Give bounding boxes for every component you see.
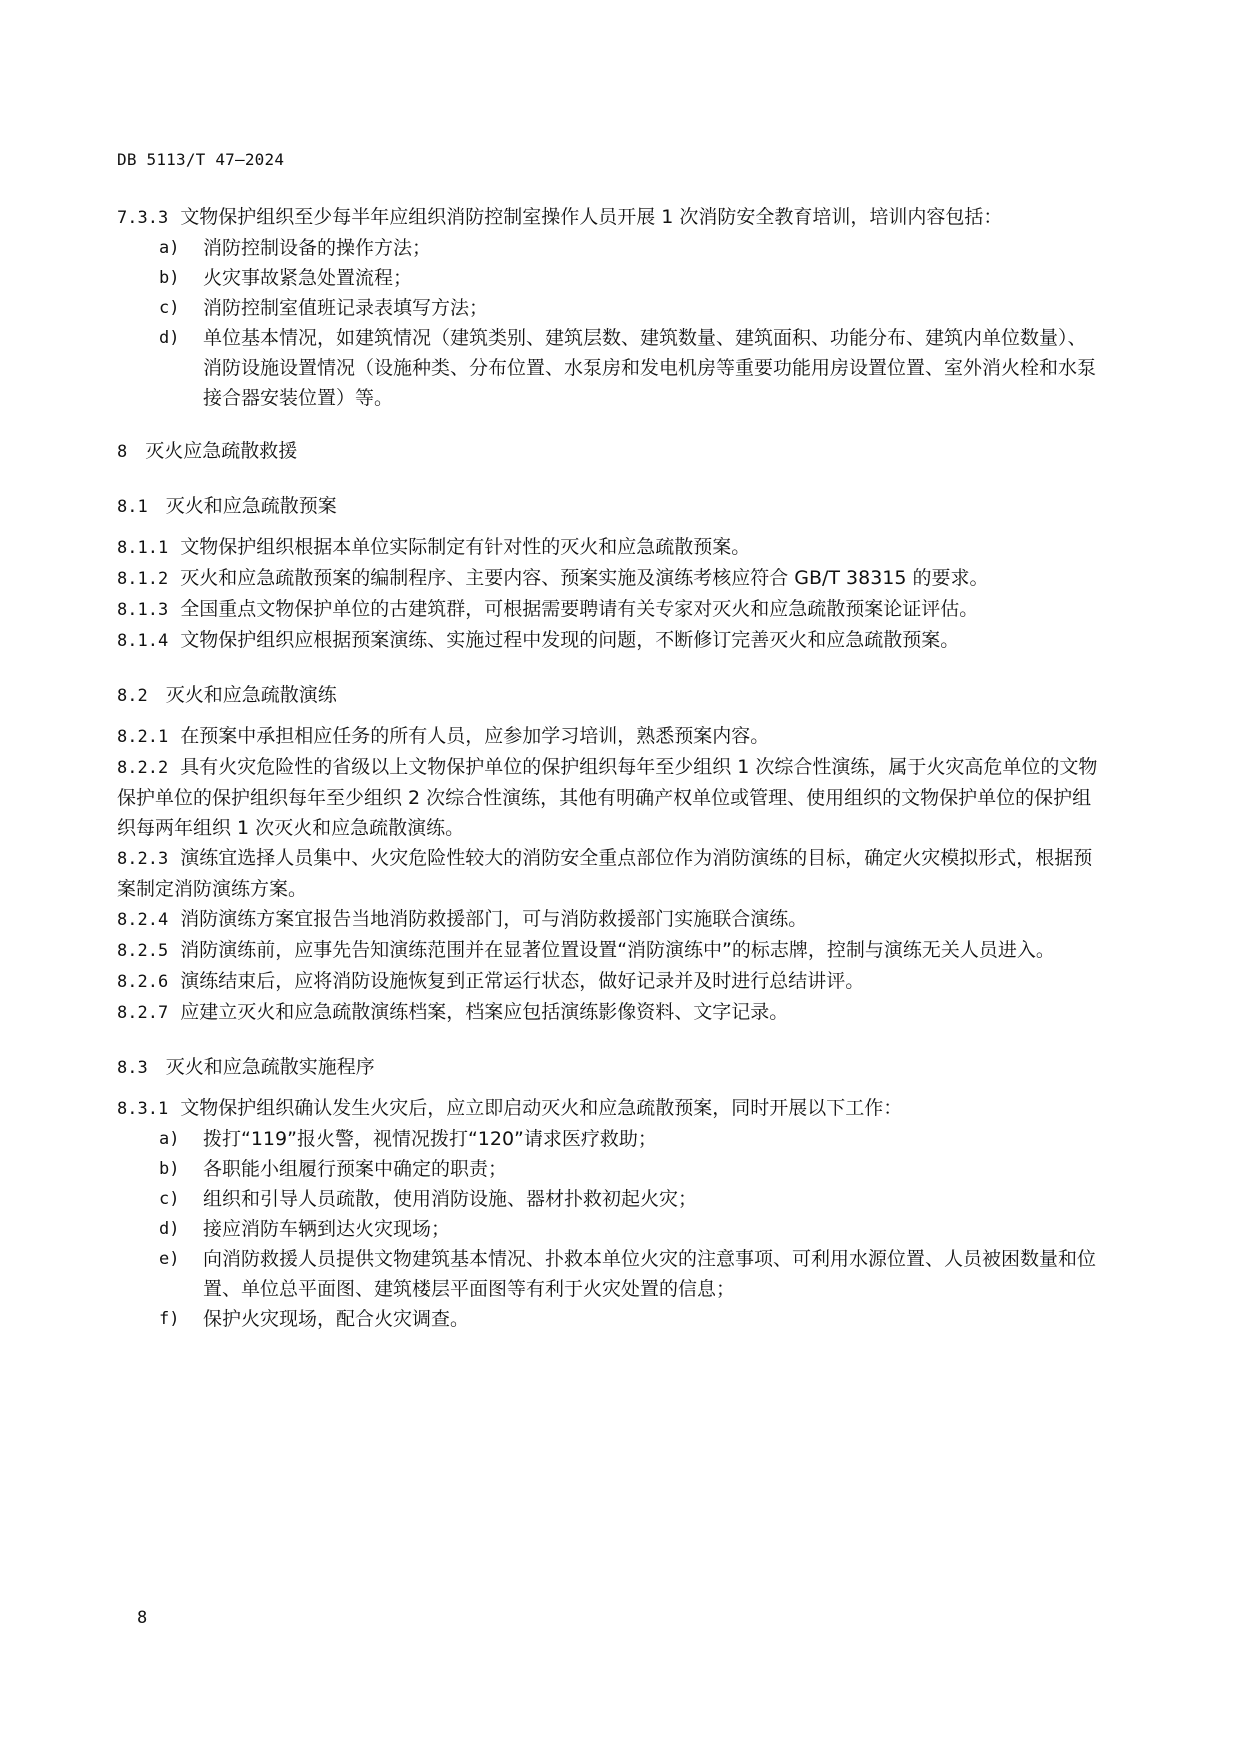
clause-8-3-1 [117,1093,1103,1124]
list-item-text: 消防控制设备的操作方法； [203,237,432,259]
clause-8-1-1 [117,532,1103,563]
list-item-text: 各职能小组履行预案中确定的职责； [203,1158,508,1180]
clause-text: 应建立灭火和应急疏散演练档案，档案应包括演练影像资料、文字记录。 [180,1001,789,1023]
clause-8-1-3 [117,594,1103,625]
list-item [117,263,1103,293]
clause-number: 8.2.2 [117,758,169,778]
clause-number: 8.2.1 [117,727,169,747]
clause-text: 在预案中承担相应任务的所有人员，应参加学习培训，熟悉预案内容。 [180,725,770,747]
clause-text: 全国重点文物保护单位的古建筑群，可根据需要聘请有关专家对灭火和应急疏散预案论证评估。 [180,598,979,620]
document-body [117,202,1103,1334]
clause-number: 8.1.2 [117,569,169,589]
clause-text: 灭火和应急疏散预案的编制程序、主要内容、预案实施及演练考核应符合 GB/T 38315 的要求。 [180,567,989,589]
clause-number: 8.1.1 [117,538,169,558]
clause-text: 文物保护组织应根据预案演练、实施过程中发现的问题，不断修订完善灭火和应急疏散预案。 [180,629,960,651]
clause-8-2-3 [117,843,1103,904]
list-marker: a) [159,238,180,258]
list-item [117,1124,1103,1154]
list-item-text: 组织和引导人员疏散，使用消防设施、器材扑救初起火灾； [203,1188,698,1210]
list-item [117,1154,1103,1184]
list-item-text: 消防控制室值班记录表填写方法； [203,297,489,319]
section-title: 灭火和应急疏散实施程序 [165,1056,375,1078]
clause-number: 8.2.6 [117,972,169,992]
clause-number: 8.3.1 [117,1099,169,1119]
clause-number: 8.1.4 [117,631,169,651]
clause-number: 7.3.3 [117,208,169,228]
page-number: 8 [137,1608,148,1628]
list-item [117,1244,1103,1304]
clause-number: 8.2.4 [117,910,169,930]
clause-text: 具有火灾危险性的省级以上文物保护单位的保护组织每年至少组织 1 次综合性演练，属于火灾高危单位的文物保护单位的保护组织每年至少组织 2 次综合性演练，其他有明确产权单位或管理、使用组织的文物保护单位的保护组织每两年组织 1 次灭火和应急疏散演练。 [117,756,1098,839]
section-number: 8.1 [117,497,148,517]
list-item [117,1184,1103,1214]
list-item-text: 拨打“119”报火警，视情况拨打“120”请求医疗救助； [203,1128,657,1150]
clause-8-1-2 [117,563,1103,594]
clause-8-2-6 [117,966,1103,997]
section-title: 灭火和应急疏散预案 [165,495,337,517]
clause-text: 文物保护组织至少每半年应组织消防控制室操作人员开展 1 次消防安全教育培训，培训内容包括： [180,206,1003,228]
section-heading-8 [117,436,1103,467]
section-number: 8.2 [117,686,148,706]
document-code: DB 5113/T 47—2024 [117,150,285,169]
list-marker: b) [159,1159,180,1179]
clause-number: 8.1.3 [117,600,169,620]
list-item-text: 接应消防车辆到达火灾现场； [203,1218,451,1240]
clause-text: 消防演练前，应事先告知演练范围并在显著位置设置“消防演练中”的标志牌，控制与演练无关人员进入。 [180,939,1055,961]
list-item-text: 保护火灾现场，配合火灾调查。 [203,1308,470,1330]
list-marker: b) [159,268,180,288]
list-marker: d) [159,1219,180,1239]
list-marker: a) [159,1129,180,1149]
list-item-text: 单位基本情况，如建筑情况（建筑类别、建筑层数、建筑数量、建筑面积、功能分布、建筑内单位数量）、消防设施设置情况（设施种类、分布位置、水泵房和发电机房等重要功能用房设置位置、室外消火栓和水泵接合器安装位置）等。 [203,327,1097,409]
clause-8-1-4 [117,625,1103,656]
list-marker: c) [159,1189,180,1209]
clause-8-2-7 [117,997,1103,1028]
section-number: 8 [117,442,128,462]
list-marker: d) [159,328,180,348]
clause-8-2-1 [117,721,1103,752]
clause-8-2-2 [117,752,1103,843]
section-title: 灭火和应急疏散演练 [165,684,337,706]
list-item [117,293,1103,323]
list-item [117,1214,1103,1244]
clause-text: 演练结束后，应将消防设施恢复到正常运行状态，做好记录并及时进行总结讲评。 [180,970,865,992]
clause-number: 8.2.7 [117,1003,169,1023]
clause-text: 消防演练方案宜报告当地消防救援部门，可与消防救援部门实施联合演练。 [180,908,808,930]
list-marker: e) [159,1249,180,1269]
list-marker: f) [159,1309,180,1329]
clause-text: 文物保护组织根据本单位实际制定有针对性的灭火和应急疏散预案。 [180,536,751,558]
clause-8-2-5 [117,935,1103,966]
list-item [117,233,1103,263]
clause-8-2-4 [117,904,1103,935]
list-marker: c) [159,298,180,318]
list-item [117,323,1103,413]
list-item-text: 向消防救援人员提供文物建筑基本情况、扑救本单位火灾的注意事项、可利用水源位置、人员被困数量和位置、单位总平面图、建筑楼层平面图等有利于火灾处置的信息； [203,1248,1097,1300]
clause-text: 文物保护组织确认发生火灾后，应立即启动灭火和应急疏散预案，同时开展以下工作： [180,1097,903,1119]
clause-number: 8.2.3 [117,849,169,869]
clause-7-3-3 [117,202,1103,233]
section-number: 8.3 [117,1058,148,1078]
clause-number: 8.2.5 [117,941,169,961]
clause-text: 演练宜选择人员集中、火灾危险性较大的消防安全重点部位作为消防演练的目标，确定火灾模拟形式，根据预案制定消防演练方案。 [117,847,1093,900]
section-heading-8-1 [117,491,1103,522]
list-item-text: 火灾事故紧急处置流程； [203,267,413,289]
list-item [117,1304,1103,1334]
section-heading-8-2 [117,680,1103,711]
section-title: 灭火应急疏散救援 [145,440,298,462]
section-heading-8-3 [117,1052,1103,1083]
